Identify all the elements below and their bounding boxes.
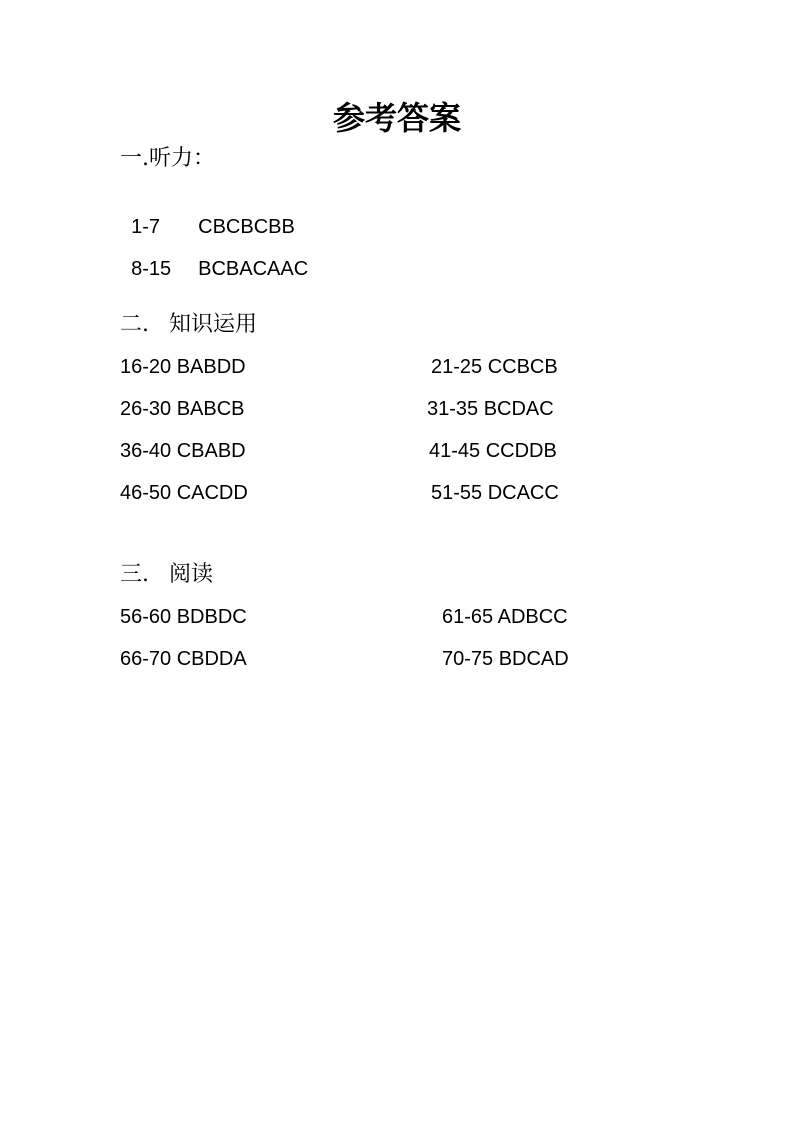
answer-range: 1-7 <box>131 216 161 238</box>
listening-row <box>120 230 308 282</box>
listening-heading: 一.听力： <box>120 146 215 171</box>
answer-right: 61-65 ADBCC <box>442 606 568 628</box>
answer-right: 41-45 CCDDB <box>429 440 557 462</box>
answer-right: 51-55 DCACC <box>431 482 559 504</box>
answer-left: 36-40 CBABD <box>120 440 246 462</box>
section-label: 知识运用 <box>169 312 258 337</box>
section-number: 三. <box>120 562 149 587</box>
answer-letters: CBCBCBB <box>198 216 295 238</box>
reading-heading <box>120 560 213 590</box>
answer-left: 46-50 CACDD <box>120 482 248 504</box>
answer-right: 21-25 CCBCB <box>431 356 558 378</box>
answer-left: 16-20 BABDD <box>120 356 246 378</box>
section-label: 阅读 <box>169 562 214 587</box>
answer-right: 70-75 BDCAD <box>442 648 569 670</box>
page-title: 参考答案 <box>332 99 461 137</box>
answer-left: 56-60 BDBDC <box>120 606 247 628</box>
section-number: 二. <box>120 312 149 337</box>
answer-range: 8-15 <box>131 258 172 280</box>
answer-left: 26-30 BABCB <box>120 398 245 420</box>
knowledge-heading <box>120 310 257 340</box>
answer-right: 31-35 BCDAC <box>427 398 554 420</box>
answer-left: 66-70 CBDDA <box>120 648 247 670</box>
answer-letters: BCBACAAC <box>198 258 309 280</box>
